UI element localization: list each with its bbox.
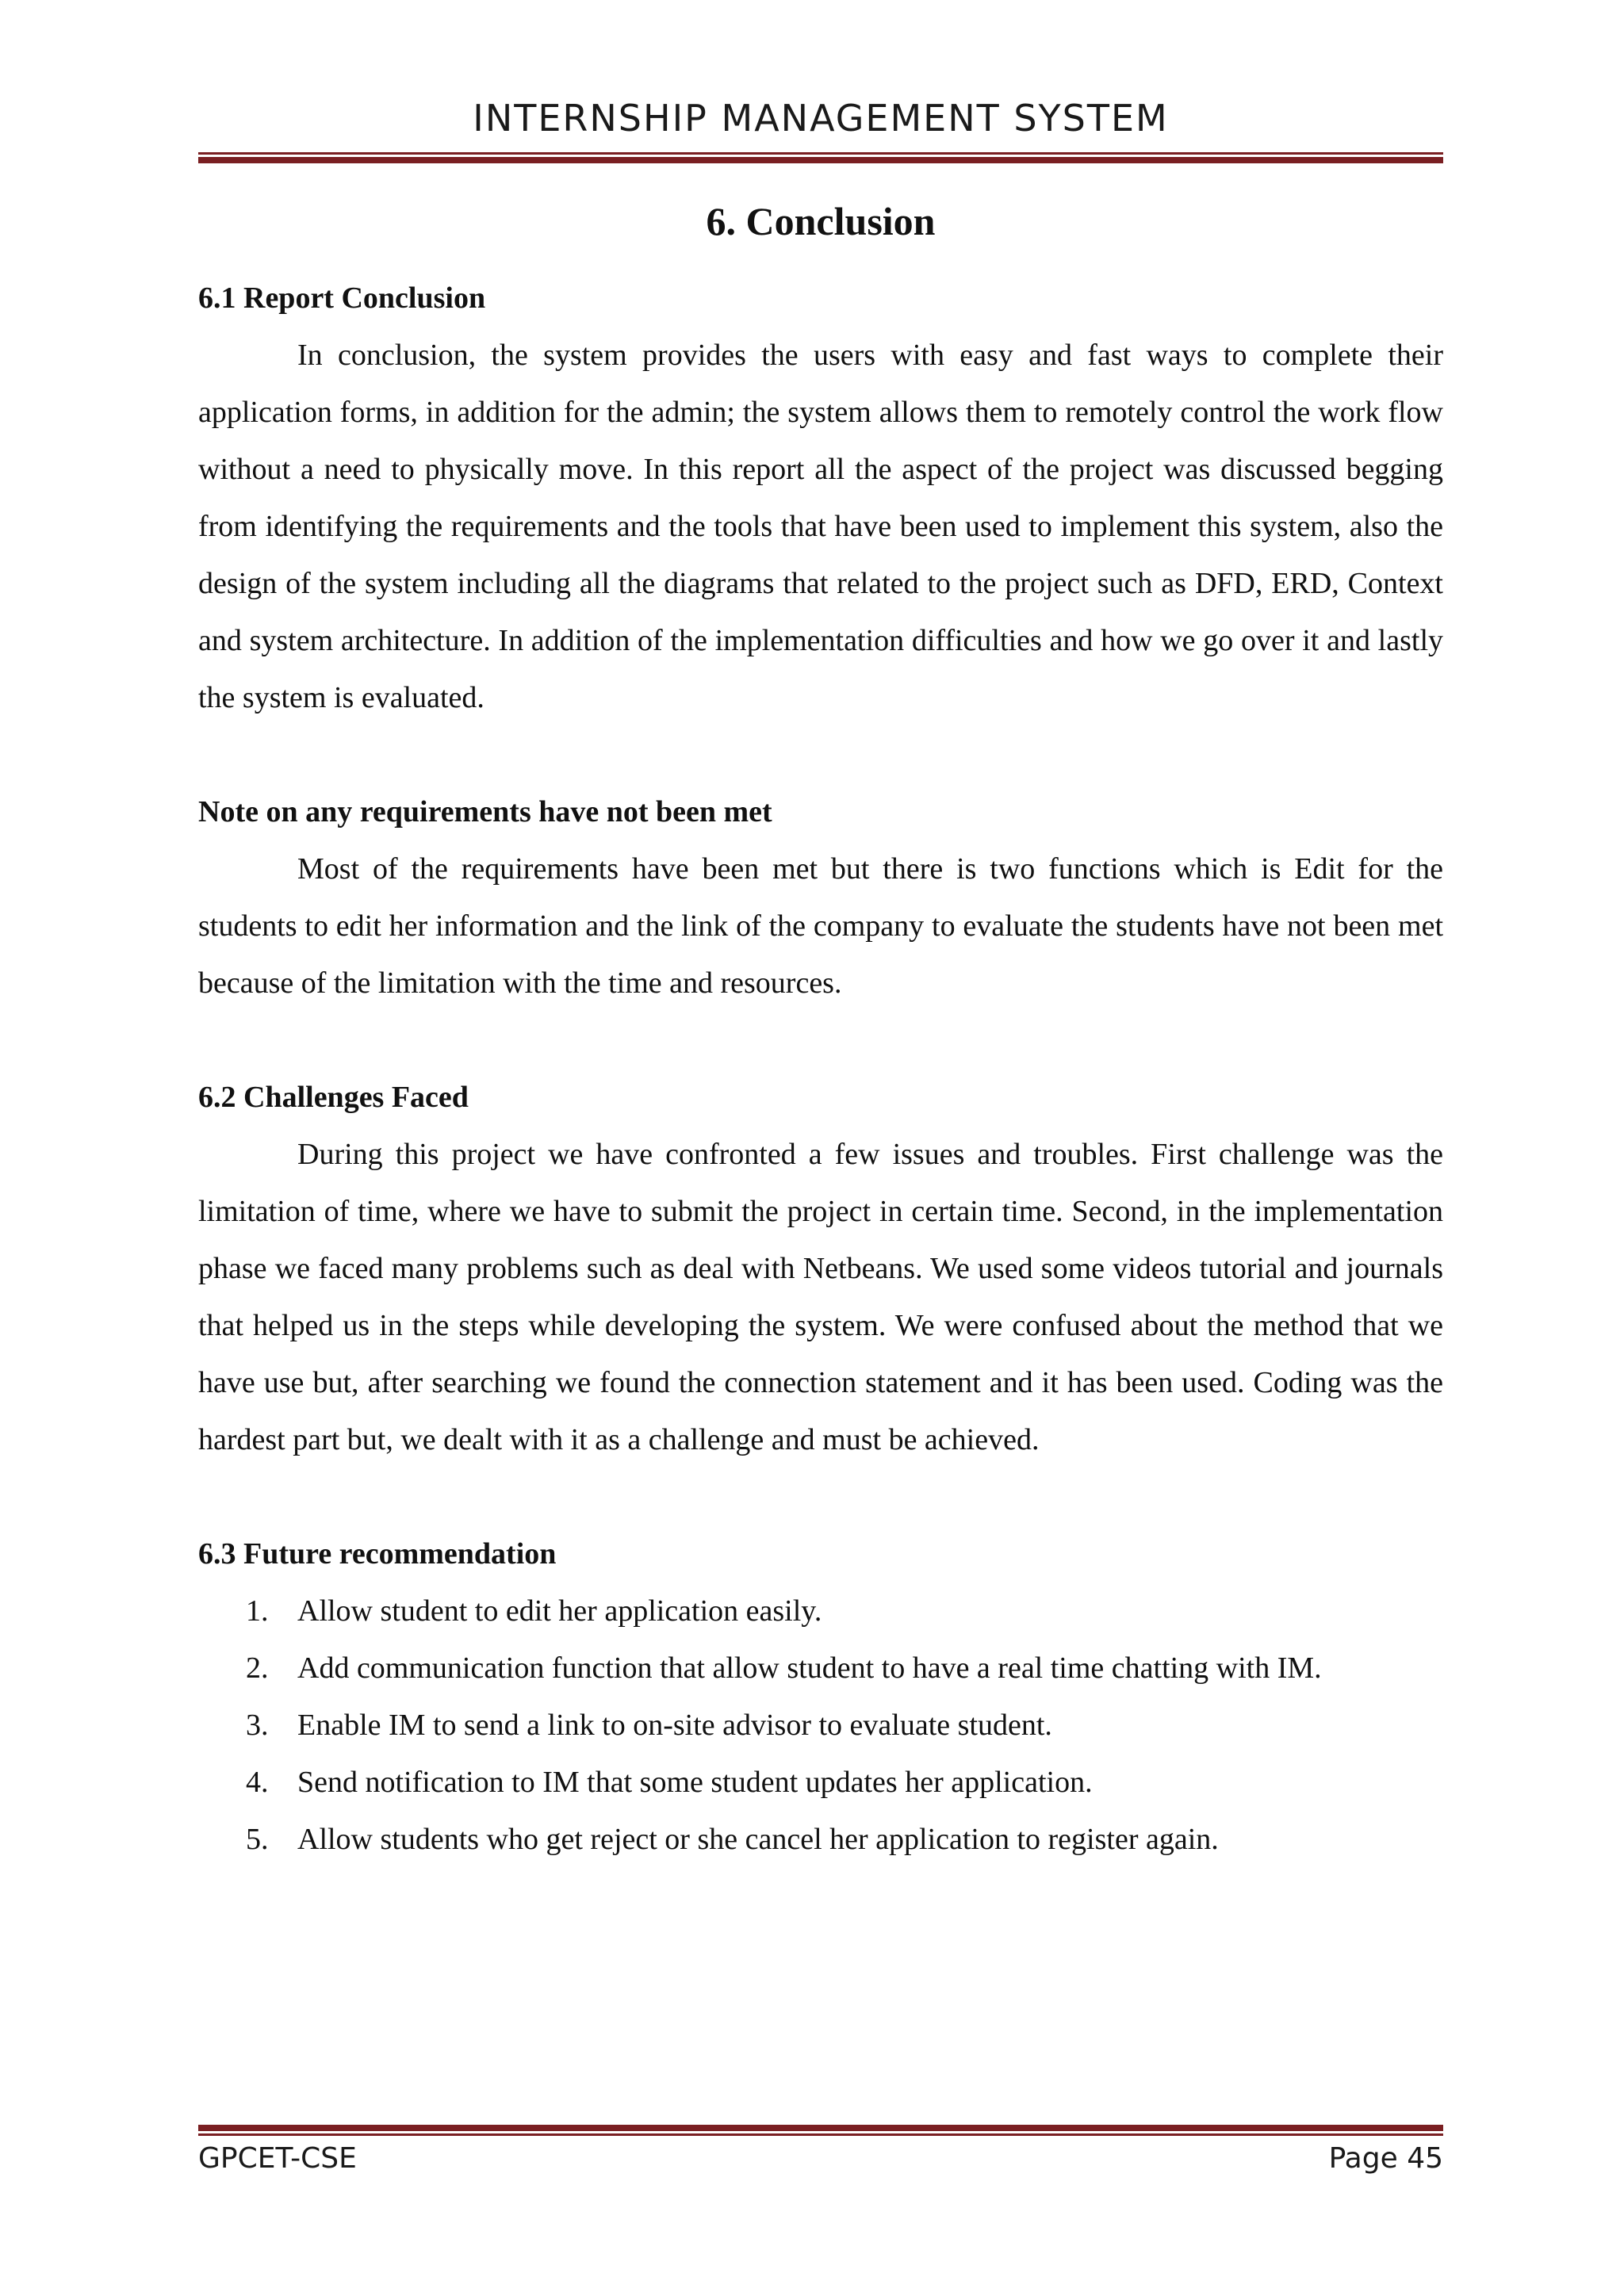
list-item xyxy=(198,1697,1443,1754)
header-rule-thick xyxy=(198,157,1443,163)
section-future-recommendation xyxy=(198,1525,1443,1868)
section-heading: 6.3 Future recommendation xyxy=(198,1537,557,1571)
section-requirements-note xyxy=(198,783,1443,1012)
footer-page-number: Page 45 xyxy=(1328,2142,1443,2175)
list-item-text: Enable IM to send a link to on-site advisor to evaluate student. xyxy=(297,1709,1052,1742)
recommendation-list xyxy=(198,1582,1443,1868)
list-item-number: 5. xyxy=(246,1823,269,1856)
list-item-number: 2. xyxy=(246,1651,269,1685)
section-heading: 6.2 Challenges Faced xyxy=(198,1081,469,1114)
running-header: INTERNSHIP MANAGEMENT SYSTEM xyxy=(473,97,1169,140)
footer-department: GPCET-CSE xyxy=(198,2142,357,2175)
section-paragraph: In conclusion, the system provides the users with easy and fast ways to complete their application forms, in addition for the admin; the system allows them to remotely control the work flow without a need to physically move. In this report all the aspect of the project was discussed begging from identifying the requirements and the tools that have been used to implement this system, also the design of the system including all the diagrams that related to the project such as DFD, ERD, Context and system architecture. In addition of the implementation difficulties and how we go over it and lastly the system is evaluated. xyxy=(198,339,1443,714)
page-content xyxy=(198,270,1443,1868)
list-item xyxy=(198,1754,1443,1811)
list-item-text: Send notification to IM that some student updates her application. xyxy=(297,1766,1093,1799)
section-heading: Note on any requirements have not been met xyxy=(198,795,772,828)
footer-rule-thin xyxy=(198,2133,1443,2136)
header-rule-thin xyxy=(198,152,1443,155)
list-item-number: 4. xyxy=(246,1766,269,1799)
section-challenges xyxy=(198,1069,1443,1468)
list-item xyxy=(198,1811,1443,1868)
section-paragraph: Most of the requirements have been met but there is two functions which is Edit for the students to edit her information and the link of the company to evaluate the students have not been met because of the limitation with the time and resources. xyxy=(198,852,1443,1000)
section-paragraph: During this project we have confronted a few issues and troubles. First challenge was the limitation of time, where we have to submit the project in certain time. Second, in the implementation phase we faced many problems such as deal with Netbeans. We used some videos tutorial and journals that helped us in the steps while developing the system. We were confused about the method that we have use but, after searching we found the connection statement and it has been used. Coding was the hardest part but, we dealt with it as a challenge and must be achieved. xyxy=(198,1138,1443,1456)
list-item-text: Allow students who get reject or she cancel her application to register again. xyxy=(297,1823,1219,1856)
list-item-number: 1. xyxy=(246,1594,269,1628)
chapter-title: 6. Conclusion xyxy=(706,199,936,243)
list-item xyxy=(198,1582,1443,1640)
list-item-text: Allow student to edit her application easily. xyxy=(297,1594,822,1628)
list-item-number: 3. xyxy=(246,1709,269,1742)
section-heading: 6.1 Report Conclusion xyxy=(198,281,486,315)
section-report-conclusion xyxy=(198,270,1443,726)
list-item xyxy=(198,1640,1443,1697)
footer-rule-thick xyxy=(198,2125,1443,2131)
list-item-text: Add communication function that allow student to have a real time chatting with IM. xyxy=(297,1651,1322,1685)
